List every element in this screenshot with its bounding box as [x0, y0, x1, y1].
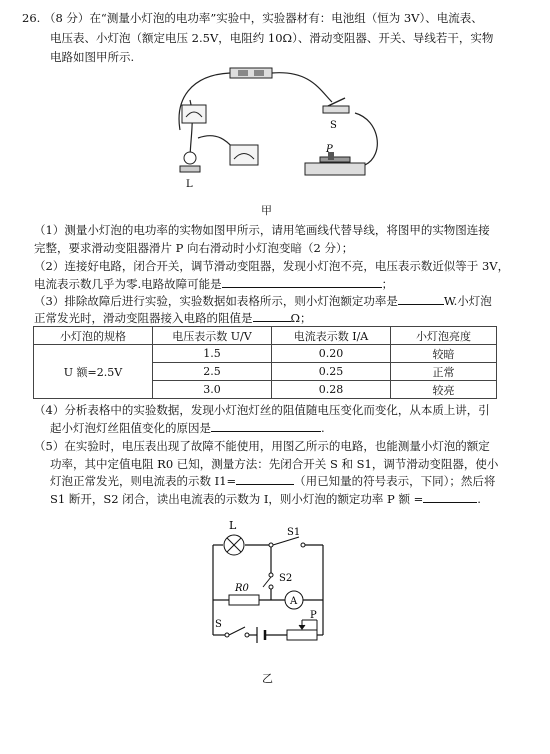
label-S2: S2 — [279, 573, 293, 584]
table-header: 小灯泡的规格 — [34, 327, 153, 345]
physical-circuit-figure — [160, 60, 400, 200]
ammeter — [230, 145, 258, 165]
battery-symbol — [257, 627, 265, 643]
part2-line-2: 电流表示数几乎为零.电路故障可能是 ； — [34, 277, 394, 291]
part3-text-b: W.小灯泡 — [443, 294, 492, 308]
part3-text-c: 正常发光时，滑动变阻器接入电路的阻值是 — [34, 311, 253, 325]
question-intro-1: 在“测量小灯泡的电功率”实验中，实验器材有：电池组（恒为 3V）、电流表、 — [89, 11, 483, 25]
switch-s2-symbol — [263, 573, 273, 589]
part5-line-1: （5）在实验时，电压表出现了故障不能使用，用图乙所示的电路，也能测量小灯泡的额定 — [34, 439, 490, 453]
question-line-1 — [22, 10, 483, 26]
table-cell: 1.5 — [153, 345, 272, 363]
question-intro-2: 电压表、小灯泡（额定电压 2.5V，电阻约 10Ω）、滑动变阻器、开关、导线若干，实物 — [50, 31, 494, 45]
table-header: 小灯泡亮度 — [391, 327, 497, 345]
part1-line-1: （1）测量小灯泡的电功率的实物如图甲所示，请用笔画线代替导线，将图甲的实物图连接 — [34, 223, 490, 237]
lamp-symbol — [224, 535, 244, 555]
label-L: L — [186, 179, 193, 190]
answer-blank — [253, 310, 291, 322]
label-S: S — [215, 619, 222, 630]
part5-text-c: S1 断开，S2 闭合，读出电流表的示数为 I，则小灯泡的额定功率 P 额 = — [50, 492, 424, 506]
resistor-r0-symbol — [229, 595, 259, 605]
part5-text-b: （用已知量的符号表示，下同）；然后将 — [294, 474, 496, 488]
table-cell: 正常 — [391, 363, 497, 381]
rheostat-symbol — [287, 620, 317, 640]
question-intro-3: 电路如图甲所示. — [50, 50, 135, 64]
part4-line-1: （4）分析表格中的实验数据，发现小灯泡灯丝的阻值随电压变化而变化，从本质上讲，引 — [34, 403, 490, 417]
ammeter-symbol — [285, 591, 303, 609]
table-cell: 2.5 — [153, 363, 272, 381]
part5-line-4 — [50, 491, 481, 507]
answer-blank — [222, 276, 382, 288]
part3-text-a: （3）排除故障后进行实验，实验数据如表格所示，则小灯泡额定功率是 — [34, 294, 398, 308]
answer-blank — [211, 420, 321, 432]
table-cell: 0.28 — [272, 381, 391, 399]
answer-blank — [398, 293, 444, 305]
figure-jia-caption: 甲 — [261, 204, 272, 217]
question-points: （8 分） — [43, 11, 90, 25]
table-cell: 0.25 — [272, 363, 391, 381]
label-R0: R0 — [235, 583, 249, 594]
wire — [272, 73, 332, 102]
table-header: 电流表示数 I/A — [272, 327, 391, 345]
spec-cell: U 额=2.5V — [34, 345, 153, 399]
label-P: P — [310, 610, 317, 621]
label-S1: S1 — [287, 527, 301, 538]
part3-line-1 — [34, 293, 492, 309]
answer-blank — [423, 491, 477, 503]
ammeter-label: A — [290, 596, 298, 607]
part5-line-2: 功率，其中定值电阻 R0 已知，测量方法：先闭合开关 S 和 S1，调节滑动变阻器，使小 — [50, 457, 499, 471]
part5-text-a: 灯泡正常发光，则电流表的示数 I1= — [50, 474, 237, 488]
part1-line-2: 完整，要求滑动变阻器滑片 P 向右滑动时小灯泡变暗（2 分）； — [34, 241, 354, 255]
wire — [355, 113, 377, 165]
table-header-row — [34, 327, 497, 345]
circuit-diagram-figure — [195, 515, 355, 665]
part4-line-2: 起小灯泡灯丝阻值变化的原因是 . — [50, 421, 325, 435]
table-row — [34, 345, 497, 363]
table-cell: 0.20 — [272, 345, 391, 363]
table-cell: 较亮 — [391, 381, 497, 399]
label-L: L — [229, 519, 237, 532]
lamp — [180, 152, 200, 172]
data-table — [33, 326, 497, 399]
switch-s1-symbol — [269, 537, 305, 547]
part5-line-3 — [50, 473, 495, 489]
table-cell: 较暗 — [391, 345, 497, 363]
part4-text: 起小灯泡灯丝阻值变化的原因是 — [50, 421, 211, 435]
part5-text-d: . — [477, 492, 481, 506]
rheostat — [305, 152, 365, 175]
battery-pack — [230, 68, 272, 78]
question-number: 26. — [22, 11, 41, 25]
part2-line-1: （2）连接好电路，闭合开关，调节滑动变阻器，发现小灯泡不亮，电压表示数近似等于 3V， — [34, 259, 510, 273]
figure-yi-caption: 乙 — [262, 672, 273, 685]
wire — [198, 136, 235, 150]
part3-line-2 — [34, 310, 312, 326]
answer-blank — [236, 473, 294, 485]
switch — [323, 98, 349, 113]
switch-s-symbol — [225, 627, 249, 637]
part2-text: 电流表示数几乎为零.电路故障可能是 — [34, 277, 222, 291]
table-header: 电压表示数 U/V — [153, 327, 272, 345]
label-S: S — [330, 120, 337, 131]
part3-text-d: Ω； — [290, 311, 312, 325]
table-cell: 3.0 — [153, 381, 272, 399]
label-P: P — [326, 144, 333, 155]
voltmeter — [182, 105, 206, 123]
